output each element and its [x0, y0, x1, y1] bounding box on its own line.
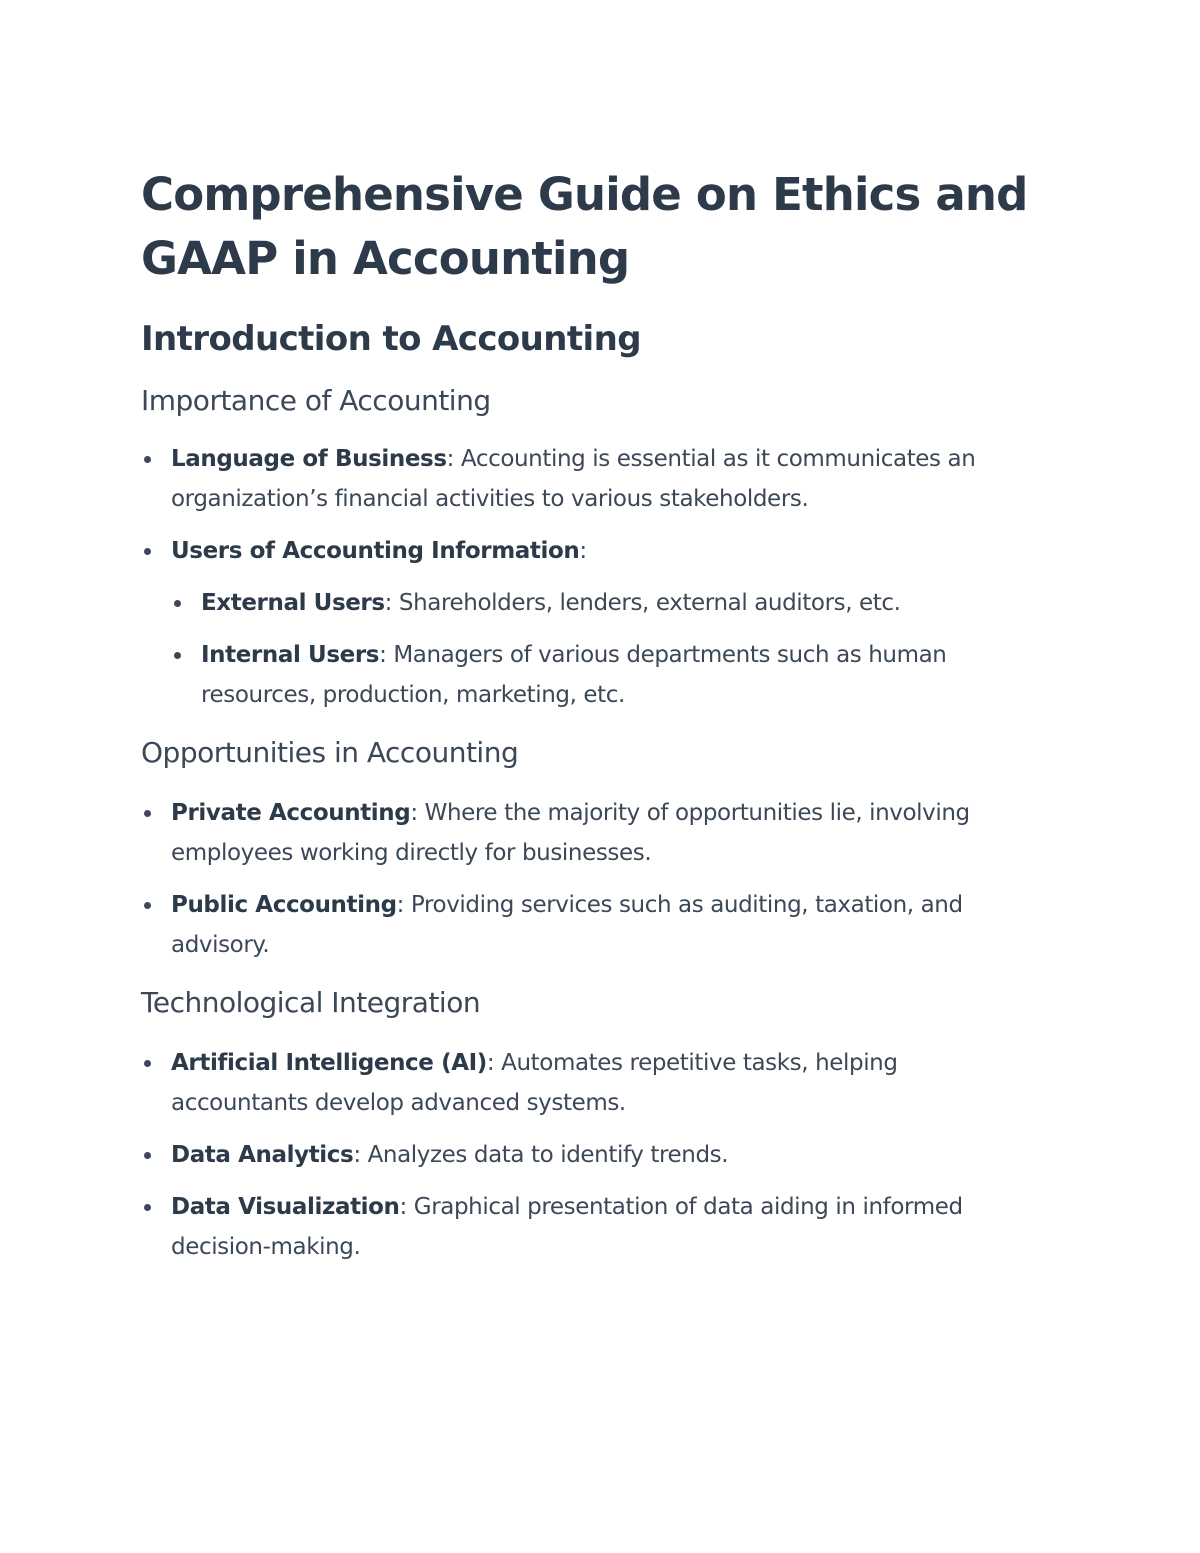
list-item-term: Public Accounting — [171, 892, 397, 918]
bullet-list-opportunities — [141, 793, 1041, 965]
list-item-text: : Automates repetitive tasks, helping accountants develop advanced systems. — [171, 1050, 898, 1116]
list-item-term: External Users — [201, 590, 385, 616]
list-item-text: : — [579, 538, 587, 564]
subsection-heading-technology: Technological Integration — [141, 986, 481, 1019]
list-item-term: Data Analytics — [171, 1142, 354, 1168]
list-item — [171, 635, 1041, 715]
document-page — [141, 163, 1041, 1267]
list-item — [171, 583, 1041, 623]
list-item — [141, 885, 1041, 965]
list-item-text: : Analyzes data to identify trends. — [353, 1142, 729, 1168]
subsection-heading-importance: Importance of Accounting — [141, 384, 491, 417]
list-item-term: Artificial Intelligence (AI) — [171, 1050, 487, 1076]
list-item — [141, 1187, 1041, 1267]
section-heading: Introduction to Accounting — [141, 319, 641, 359]
list-item-term: Data Visualization — [171, 1194, 400, 1220]
list-item-term: Private Accounting — [171, 800, 411, 826]
list-item-text: : Graphical presentation of data aiding in informed decision-making. — [171, 1194, 963, 1260]
list-item-term: Internal Users — [201, 642, 380, 668]
list-item-text: : Accounting is essential as it communicates an organization’s financial activities to various stakeholders. — [171, 446, 976, 512]
bullet-list-importance — [141, 439, 1041, 715]
list-item — [141, 1135, 1041, 1175]
list-item-text: : Providing services such as auditing, taxation, and advisory. — [171, 892, 963, 958]
list-item — [141, 531, 1041, 715]
list-item-term: Language of Business — [171, 446, 447, 472]
list-item-term: Users of Accounting Information — [171, 538, 580, 564]
list-item — [141, 793, 1041, 873]
list-item-text: : Shareholders, lenders, external auditors, etc. — [384, 590, 901, 616]
list-item-text: : Managers of various departments such as human resources, production, marketing, etc. — [201, 642, 947, 708]
document-title: Comprehensive Guide on Ethics and GAAP in Accounting — [141, 168, 1028, 285]
list-item — [141, 439, 1041, 519]
subsection-heading-opportunities: Opportunities in Accounting — [141, 736, 519, 769]
bullet-list-technology — [141, 1043, 1041, 1267]
list-item — [141, 1043, 1041, 1123]
list-item-text: : Where the majority of opportunities lie, involving employees working directly for businesses. — [171, 800, 970, 866]
nested-bullet-list — [171, 583, 1041, 715]
